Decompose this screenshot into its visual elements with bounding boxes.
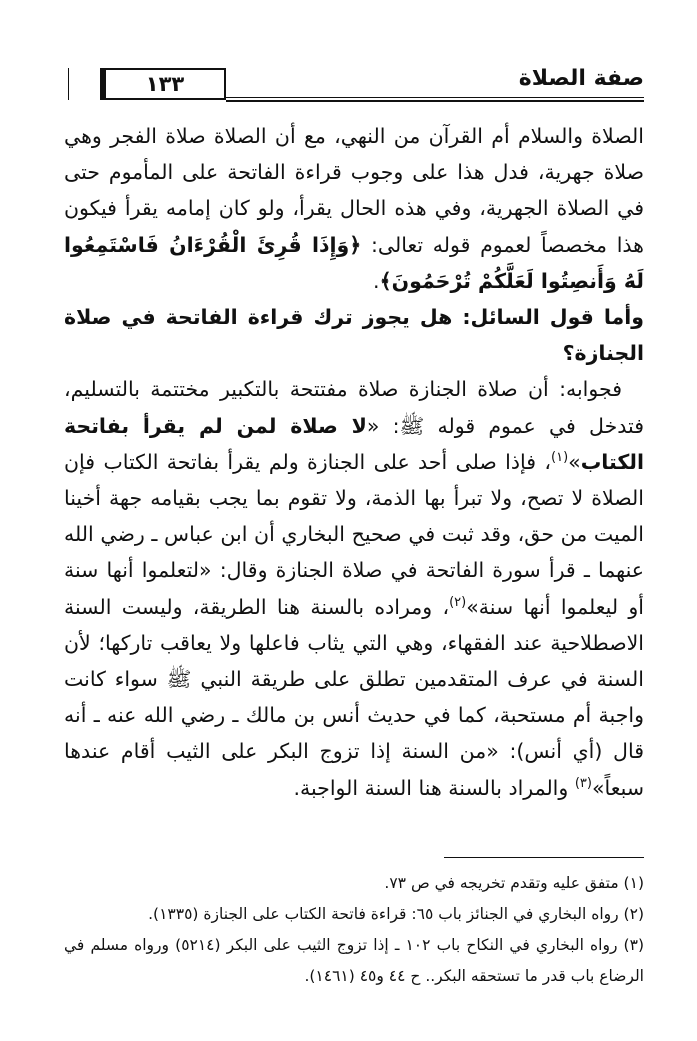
header-rule-thick [226, 100, 644, 102]
paragraph-2-mid: ، فإذا صلى أحد على الجنازة ولم يقرأ بفاتحة الكتاب فإن الصلاة لا تصح، ولا تبرأ بها الذمة، ولا تقوم بما يجب بقيامه جهة أخينا الميت من حق، وقد ثبت في صحيح البخاري أن ابن عباس ـ رضي الله عنهما ـ قرأ سورة الفاتحة في صلاة الجنازة وقال: «لتعلموا أنها سنة أو ليعلموا أنها سنة» [64, 449, 644, 619]
footnote-1: (١) متفق عليه وتقدم تخريجه في ص ٧٣. [384, 874, 644, 892]
page-number: ١٣٣ [100, 68, 226, 100]
quran-verse: ﴿وَإِذَا قُرِئَ الْقُرْءَانُ فَاسْتَمِعُوا لَهُ وَأَنصِتُوا لَعَلَّكُمْ تُرْحَمُونَ﴾ [64, 232, 644, 293]
footnotes [64, 868, 644, 992]
paragraph-1 [64, 118, 644, 299]
paragraph-2-start: فجوابه: أن صلاة الجنازة صلاة مفتتحة بالتكبير مختتمة بالتسليم، فتدخل في عموم قوله ﷺ: « [64, 377, 644, 438]
footnote-ref-3: (٣) [574, 775, 592, 791]
footnote-ref-1: (١) [551, 450, 569, 465]
footnote-2: (٢) رواه البخاري في الجنائز باب ٦٥: قراءة فاتحة الكتاب على الجنازة (١٣٣٥). [148, 905, 644, 923]
hadith-quote-close: » [568, 449, 581, 474]
header-rule [226, 97, 644, 98]
paragraph-2 [64, 371, 644, 805]
running-title: صفة الصلاة [518, 66, 644, 91]
paragraph-1-text: الصلاة والسلام أم القرآن من النهي، مع أن الصلاة صلاة الفجر وهي صلاة جهرية، فدل هذا على وجوب قراءة الفاتحة على المأموم حتى في الصلاة الجهرية، وفي هذه الحال يقرأ، ولو كان إمامه يقرأ فيكون هذا مخصصاً لعموم قوله تعالى: [64, 124, 644, 257]
question-heading: وأما قول السائل: هل يجوز ترك قراءة الفاتحة في صلاة الجنازة؟ [64, 305, 644, 366]
paragraph-1-end: . [373, 268, 380, 293]
paragraph-2-end: والمراد بالسنة هنا السنة الواجبة. [293, 775, 575, 800]
footnote-separator [444, 857, 644, 858]
running-header [60, 60, 644, 102]
footnote-3: (٣) رواه البخاري في النكاح باب ١٠٢ ـ إذا تزوج الثيب على البكر (٥٢١٤) ورواه مسلم في الرضاع باب قدر ما تستحقه البكر.. ح ٤٤ و٤٥ (١٤٦١). [64, 936, 644, 985]
paragraph-2-mid2: ، ومراده بالسنة هنا الطريقة، وليست السنة الاصطلاحية عند الفقهاء، وهي التي يثاب فاعلها ولا يعاقب تاركها؛ لأن السنة في عرف المتقدمين تطلق على طريقة النبي ﷺ سواء كانت واجبة أم مستحبة، كما في حديث أنس بن مالك ـ رضي الله عنه ـ أنه قال (أي أنس): «من السنة إذا تزوج البكر على الثيب أقام عندها سبعاً» [64, 594, 644, 800]
hadith-quote: لا صلاة لمن لم يقرأ بفاتحة الكتاب [64, 413, 644, 474]
main-text [64, 118, 644, 806]
header-edge-mark [68, 68, 69, 100]
footnote-ref-2: (٢) [449, 594, 467, 610]
